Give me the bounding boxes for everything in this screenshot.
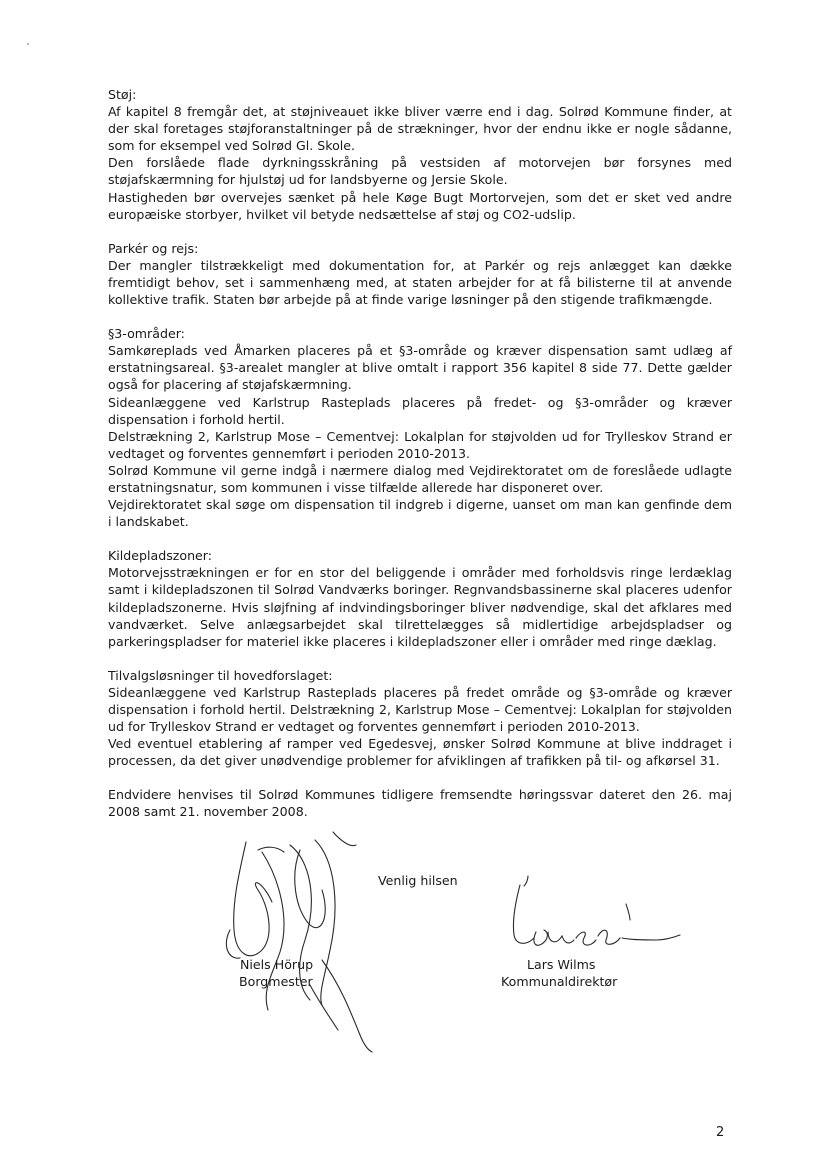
signatory-2-title: Kommunaldirektør bbox=[501, 974, 618, 989]
section-heading: Støj: bbox=[108, 87, 137, 102]
section-kildepladszoner bbox=[108, 547, 732, 650]
signatory-1-title: Borgmester bbox=[239, 974, 313, 989]
paragraph: Samkøreplads ved Åmarken placeres på et §3-område og kræver dispensation samt udlæg af erstatningsareal. §3-arealet mangler at blive omtalt i rapport 356 kapitel 8 side 77. Dette gælder også for placering af støjafskærmning. bbox=[108, 343, 732, 393]
scan-speck bbox=[27, 43, 29, 45]
paragraph: Endvidere henvises til Solrød Kommunes tidligere fremsendte høringssvar dateret den 26. maj 2008 samt 21. november 2008. bbox=[108, 787, 732, 820]
paragraph: Ved eventuel etablering af ramper ved Egedesvej, ønsker Solrød Kommune at blive inddraget i processen, da det giver unødvendige problemer for afviklingen af trafikken på til- og afkørsel 31. bbox=[108, 736, 732, 769]
paragraph: Motorvejsstrækningen er for en stor del beliggende i områder med forholdsvis ringe lerdæklag samt i kildepladszonen til Solrød Vandværks boringer. Regnvandsbassinerne skal placeres udenfor kildepladszonerne. Hvis sløjfning af indvindingsboringer bliver nødvendige, skal det afklares med vandværket. Selve anlægsarbejdet skal tilrettelægges så midlertidige arbejdspladser og parkeringspladser for materiel ikke placeres i kildepladszoner eller i områder med ringe dæklag. bbox=[108, 565, 732, 649]
paragraph: Af kapitel 8 fremgår det, at støjniveauet ikke bliver værre end i dag. Solrød Kommune finder, at der skal foretages støjforanstaltninger på de strækninger, hvor der endnu ikke er nogle sådanne, som for eksempel ved Solrød Gl. Skole. bbox=[108, 104, 732, 154]
section-closing-reference bbox=[108, 786, 732, 820]
paragraph: Den forslåede flade dyrkningsskråning på vestsiden af motorvejen bør forsynes med støjafskærmning for hjulstøj ud for landsbyerne og Jersie Skole. bbox=[108, 155, 732, 188]
section-paragraf3-omraader bbox=[108, 325, 732, 530]
paragraph: Sideanlæggene ved Karlstrup Rasteplads placeres på fredet område og §3-område og kræver dispensation i forhold hertil. Delstrækning 2, Karlstrup Mose – Cementvej: Lokalplan for støjvolden ud for Trylleskov Strand er vedtaget og forventes gennemført i perioden 2010-2013. bbox=[108, 684, 732, 735]
signature-mayor bbox=[226, 832, 372, 1052]
paragraph: Der mangler tilstrækkeligt med dokumentation for, at Parkér og rejs anlægget kan dække fremtidigt behov, set i sammenhæng med, at staten arbejder for at få bilisterne til at anvende kollektive trafik. Staten bør arbejde på at finde varige løsninger på den stigende trafikmængde. bbox=[108, 257, 732, 308]
signatory-1-name: Niels Hörup bbox=[240, 957, 314, 972]
paragraph: Solrød Kommune vil gerne indgå i nærmere dialog med Vejdirektoratet om de foreslåede udlagte erstatningsnatur, som kommunen i visse tilfælde allerede har disponeret over. bbox=[108, 462, 732, 495]
section-heading: Kildepladszoner: bbox=[108, 548, 213, 564]
paragraph: Hastigheden bør overvejes sænket på hele Køge Bugt Mortorvejen, som det er sket ved andre europæiske storbyer, hvilket vil betyde nedsættelse af støj og CO2-udslip. bbox=[108, 189, 732, 222]
paragraph: Sideanlæggene ved Karlstrup Rasteplads placeres på fredet- og §3-områder og kræver dispensation i forhold hertil. bbox=[108, 394, 732, 427]
letter-body bbox=[108, 86, 732, 838]
paragraph: Vejdirektoratet skal søge om dispensation til indgreb i digerne, uanset om man kan genfinde dem i landskabet. bbox=[108, 497, 732, 530]
section-parker-og-rejs bbox=[108, 240, 732, 308]
paragraph: Delstrækning 2, Karlstrup Mose – Cementvej: Lokalplan for støjvolden ud for Trylleskov Strand er vedtaget og forventes gennemført i perioden 2010-2013. bbox=[108, 428, 732, 461]
signature-director bbox=[513, 876, 680, 945]
section-heading: Parkér og rejs: bbox=[108, 240, 199, 256]
page-number: 2 bbox=[716, 1125, 725, 1140]
section-heading: Tilvalgsløsninger til hovedforslaget: bbox=[108, 667, 333, 683]
section-stoej bbox=[108, 86, 732, 223]
section-heading: §3-områder: bbox=[108, 326, 185, 342]
signatory-2-name: Lars Wilms bbox=[527, 957, 596, 972]
closing-greeting: Venlig hilsen bbox=[378, 873, 458, 888]
section-tilvalgsloesninger bbox=[108, 667, 732, 770]
